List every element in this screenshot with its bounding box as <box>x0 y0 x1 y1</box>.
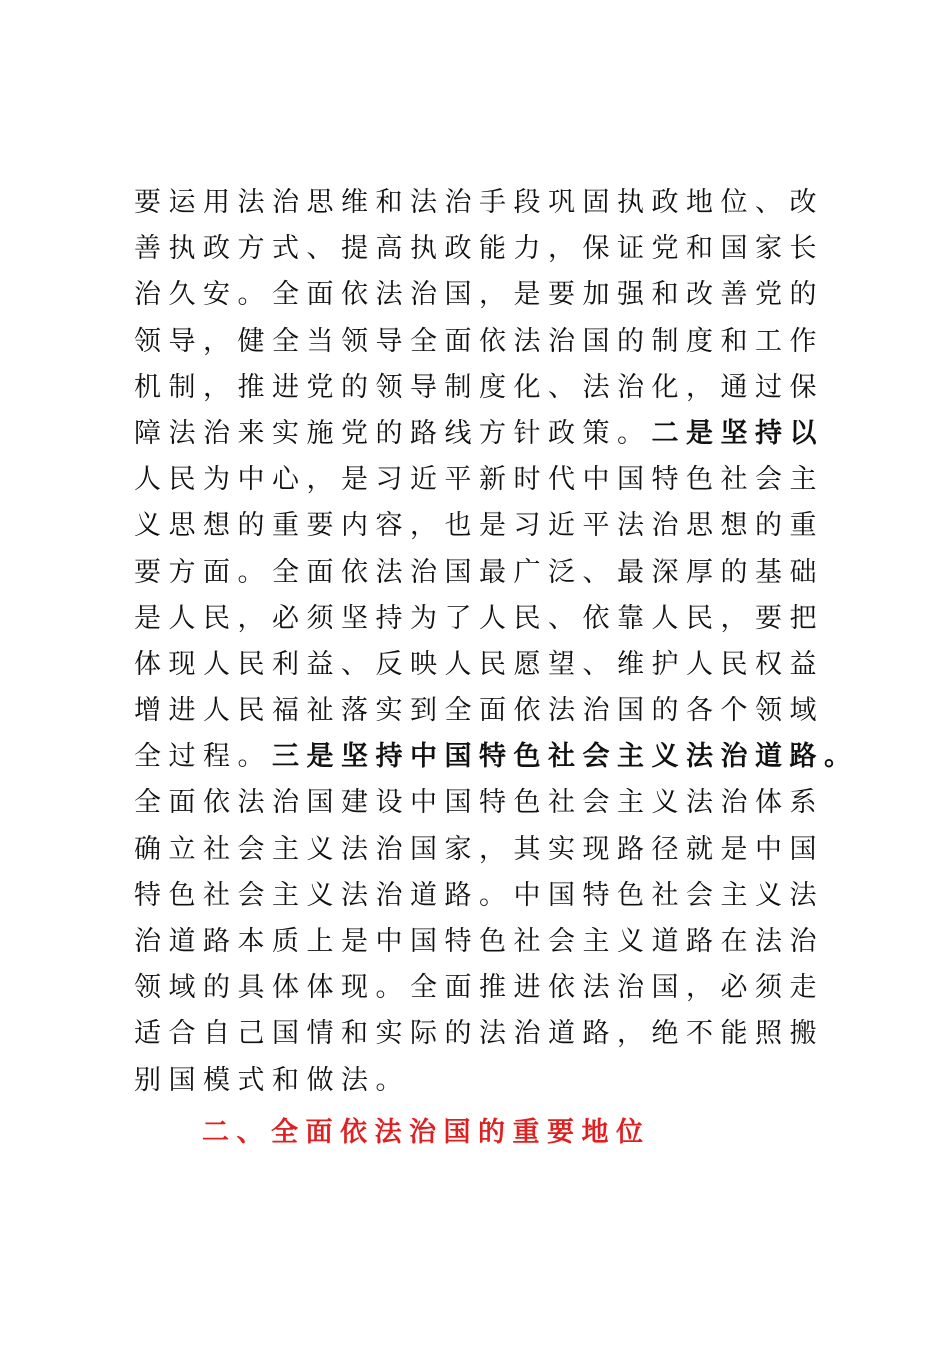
text-line <box>134 965 834 1011</box>
text-segment: 全面依法治国建设中国特色社会主义法治体系 <box>134 787 824 819</box>
text-segment: 领导，健全当领导全面依法治国的制度和工作 <box>134 325 824 357</box>
text-line <box>134 780 834 826</box>
text-line <box>134 688 834 734</box>
text-segment: 要方面。全面依法治国最广泛、最深厚的基础 <box>134 556 824 588</box>
text-line <box>134 827 834 873</box>
body-paragraph <box>134 180 859 1104</box>
text-line <box>134 365 834 411</box>
text-line <box>134 272 834 318</box>
text-segment: 善执政方式、提高执政能力，保证党和国家长 <box>134 233 824 265</box>
text-segment: 义思想的重要内容，也是习近平法治思想的重 <box>134 510 824 542</box>
text-segment: 适合自己国情和实际的法治道路，绝不能照搬 <box>134 1018 824 1050</box>
text-line <box>134 1011 834 1057</box>
text-segment: 别国模式和做法。 <box>134 1064 410 1096</box>
text-line <box>134 226 834 272</box>
text-segment: 障法治来实施党的路线方针政策。 <box>134 417 652 449</box>
text-line <box>134 319 834 365</box>
text-segment: 是人民，必须坚持为了人民、依靠人民，要把 <box>134 602 824 634</box>
text-segment: 增进人民福祉落实到全面依法治国的各个领域 <box>134 695 824 727</box>
text-segment: 要运用法治思维和法治手段巩固执政地位、改 <box>134 187 824 218</box>
text-segment: 特色社会主义法治道路。中国特色社会主义法 <box>134 879 824 911</box>
text-line <box>134 1058 834 1104</box>
text-segment: 确立社会主义法治国家，其实现路径就是中国 <box>134 833 824 865</box>
text-line <box>134 734 859 780</box>
lead-phrase: 二是坚持以 <box>651 417 824 449</box>
text-segment: 全过程。 <box>134 741 272 773</box>
text-segment: 领域的具体体现。全面推进依法治国，必须走 <box>134 972 824 1004</box>
text-segment: 机制，推进党的领导制度化、法治化，通过保 <box>134 371 824 403</box>
text-line <box>134 503 834 549</box>
text-segment: 人民为中心 <box>134 464 307 496</box>
text-line <box>134 596 834 642</box>
section-heading: 二、全面依法治国的重要地位 <box>202 1117 651 1148</box>
text-segment: 体现人民利益、反映人民愿望、维护人民权益 <box>134 648 824 680</box>
text-segment: ，是习近平新时代中国特色社会主 <box>306 464 824 496</box>
text-line <box>134 919 834 965</box>
text-segment: 治道路本质上是中国特色社会主义道路在法治 <box>134 926 824 957</box>
text-line <box>134 411 834 457</box>
text-line <box>134 180 834 226</box>
text-segment: 治久安。全面依法治国，是要加强和改善党的 <box>134 279 824 311</box>
text-line <box>134 457 834 503</box>
text-line <box>134 873 834 919</box>
text-line <box>134 642 834 688</box>
text-line <box>134 550 834 596</box>
lead-phrase: 三是坚持中国特色社会主义法治道路。 <box>272 741 859 773</box>
